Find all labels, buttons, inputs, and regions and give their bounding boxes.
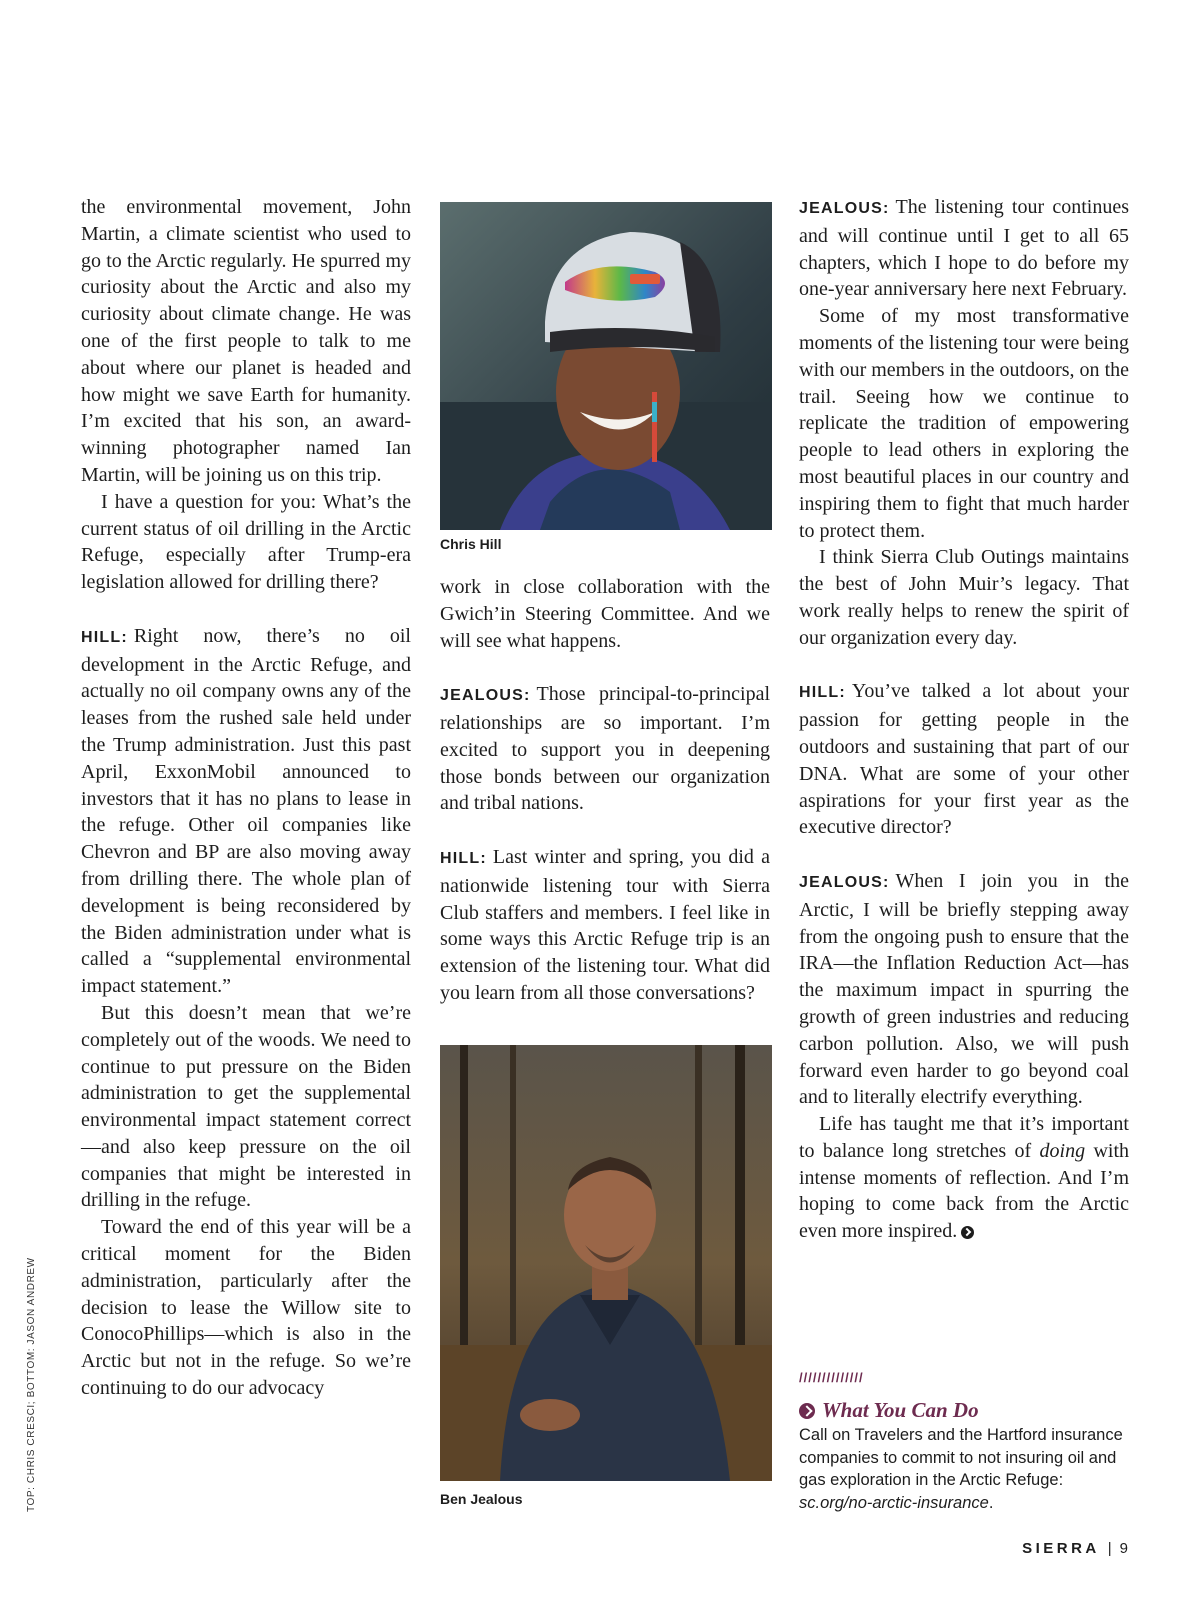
question-text: Last winter and spring, you did a nationwide listening tour with Sierra Club staffers and members. I feel like in some ways this Arctic Refuge trip is an extension of the listening tour. What did you learn from all those conversations?: [440, 845, 770, 1004]
text-run: Life has taught me that it’s important to balance long stretches of: [799, 1113, 1129, 1162]
paragraph: Toward the end of this year will be a critical moment for the Biden administration, particularly after the decision to lease the Willow site to ConocoPhillips—which is also in the Arctic but not in the refuge. So we’re continuing to do our advocacy: [81, 1216, 411, 1400]
article-column-3: [799, 194, 1129, 1245]
speaker-label: HILL:: [440, 849, 487, 867]
what-you-can-do-heading: [799, 1398, 979, 1423]
answer-text: The listening tour continues and will continue until I get to all 65 chapters, which I hope to do before my one-year anniversary here next February.: [799, 196, 1129, 301]
portrait-image: [440, 202, 772, 530]
heading-text: What You Can Do: [822, 1398, 979, 1422]
article-column-1: [81, 194, 411, 1402]
magazine-name: SIERRA: [1022, 1540, 1100, 1557]
interview-question: [440, 844, 770, 1007]
arrow-circle-icon: [799, 1403, 815, 1419]
photo-caption: Ben Jealous: [440, 1491, 523, 1507]
paragraph: the environmental movement, John Martin, a climate scientist who used to go to the Arctic regularly. He spurred my curiosity about the Arctic and also my curiosity about climate change. He was one of the first people to talk to me about where our planet is headed and how might we save Earth for humanity. I’m excited that his son, an award-winning photographer named Ian Martin, will be joining us on this trip.: [81, 196, 411, 486]
text-run: with intense moments of reflection. And I’m hoping to come back from the Arctic even more inspired.: [799, 1139, 1129, 1243]
speaker-label: JEALOUS:: [799, 873, 890, 891]
interview-answer: [799, 868, 1129, 1111]
article-column-2: [440, 574, 770, 1007]
paragraph: Some of my most transformative moments of the listening tour were being with our members in the outdoors, on the trail. Seeing how we continue to replicate the tradition of empowering people to lead others in exploring the most beautiful places in our country and inspiring them to fight that much harder to protect them.: [799, 305, 1129, 542]
paragraph: work in close collaboration with the Gwich’in Steering Committee. And we will see what happens.: [440, 576, 770, 652]
decorative-slashes: //////////////: [799, 1370, 864, 1385]
interview-answer: [799, 194, 1129, 303]
folio-separator: |: [1107, 1540, 1112, 1557]
question-text: You’ve talked a lot about your passion for getting people in the outdoors and sustaining that part of our DNA. What are some of your other aspirations for your first year as the executive director?: [799, 680, 1129, 839]
page-folio: [1022, 1540, 1128, 1557]
action-link[interactable]: sc.org/no-arctic-insurance: [799, 1493, 989, 1512]
photo-ben-jealous: [440, 1045, 772, 1481]
speaker-label: JEALOUS:: [440, 687, 531, 705]
interview-question: [440, 681, 770, 817]
paragraph: [799, 1111, 1129, 1245]
interview-answer: [81, 623, 411, 1000]
body-text: Call on Travelers and the Hartford insurance companies to commit to not insuring oil and gas exploration in the Arctic Refuge:: [799, 1426, 1123, 1489]
photo-chris-hill: [440, 202, 772, 530]
photo-caption: Chris Hill: [440, 536, 502, 552]
question-text: Those principal-to-principal relationships are so important. I’m excited to support you in deepening those bonds between our organization and tribal nations.: [440, 683, 770, 815]
body-text-end: .: [988, 1493, 994, 1512]
end-mark-icon: [961, 1226, 974, 1239]
paragraph: I have a question for you: What’s the current status of oil drilling in the Arctic Refuge, especially after Trump-era legislation allowed for drilling there?: [81, 490, 411, 594]
portrait-image: [440, 1045, 772, 1481]
what-you-can-do-body: [799, 1424, 1139, 1514]
paragraph: But this doesn’t mean that we’re completely out of the woods. We need to continue to put pressure on the Biden administration to get the supplemental environmental impact statement correct—and also keep pressure on the oil companies that might be interested in drilling in the refuge.: [81, 1001, 411, 1212]
answer-text: Right now, there’s no oil development in the Arctic Refuge, and actually no oil company owns any of the leases from the rushed sale held under the Trump administration. Just this past April, ExxonMobil announced to investors that it has no plans to lease in the refuge. Other oil companies like Chevron and BP are also moving away from drilling there. The whole plan of development is being reconsidered by the Biden administration under what is called a “supplemental environmental impact statement.”: [81, 624, 411, 998]
paragraph: I think Sierra Club Outings maintains the best of John Muir’s legacy. That work really helps to renew the spirit of our organization every day.: [799, 546, 1129, 649]
emphasis-text: doing: [1039, 1139, 1086, 1162]
interview-question: [799, 678, 1129, 841]
answer-text: When I join you in the Arctic, I will be briefly stepping away from the ongoing push to ensure that the IRA—the Inflation Reduction Act—has the maximum impact in spurring the growth of green industries and reducing carbon pollution. Also, we will push forward even harder to go beyond coal and to literally electrify everything.: [799, 869, 1129, 1109]
page-number: 9: [1119, 1540, 1128, 1557]
speaker-label: JEALOUS:: [799, 200, 890, 217]
speaker-label: HILL:: [81, 628, 128, 646]
speaker-label: HILL:: [799, 684, 846, 702]
photo-credit: TOP: CHRIS CRESCI; BOTTOM: JASON ANDREW: [26, 1257, 37, 1512]
